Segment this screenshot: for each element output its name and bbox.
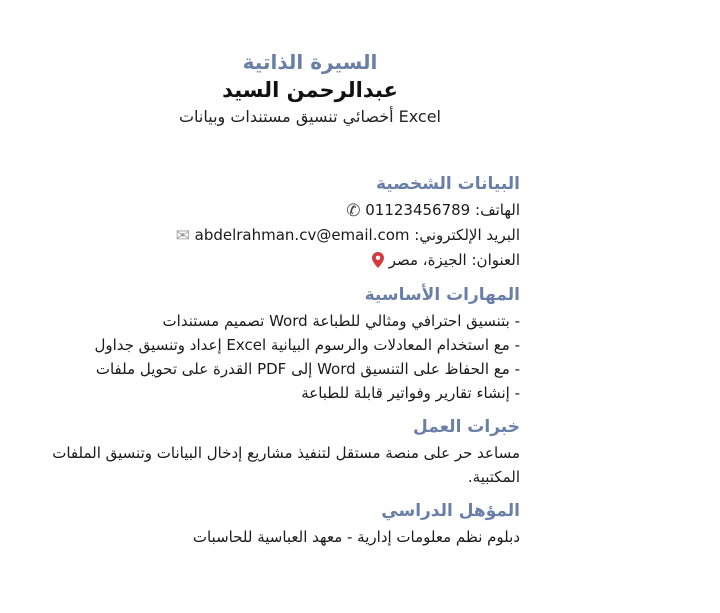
phone-value: 01123456789 — [365, 201, 471, 219]
personal-info-section — [100, 170, 520, 273]
resume-page — [52, 48, 520, 557]
location-pin-icon — [372, 249, 384, 273]
experience-text: مساعد حر على منصة مستقل لتنفيذ مشاريع إدخال البيانات وتنسيق الملفات المكتبية. — [52, 444, 520, 486]
person-name: عبدالرحمن السيد — [222, 78, 398, 102]
education-heading: المؤهل الدراسي — [381, 501, 520, 521]
address-value: الجيزة، مصر — [388, 251, 467, 269]
phone-icon: ✆ — [346, 201, 361, 221]
phone-label: الهاتف: — [475, 201, 520, 219]
envelope-icon: ✉ — [175, 226, 190, 246]
address-line — [100, 248, 520, 273]
email-value: abdelrahman.cv@email.com — [194, 226, 410, 244]
skills-heading: المهارات الأساسية — [364, 285, 520, 305]
personal-info-heading: البيانات الشخصية — [375, 174, 520, 194]
email-label: البريد الإلكتروني: — [414, 226, 520, 244]
skill-item: - بتنسيق احترافي ومثالي للطباعة Word تصميم مستندات — [162, 312, 520, 330]
skill-item: - مع الحفاظ على التنسيق Word إلى PDF القدرة على تحويل ملفات — [95, 360, 520, 378]
job-title: Excel أخصائي تنسيق مستندات وبيانات — [178, 107, 441, 126]
experience-heading: خبرات العمل — [413, 417, 520, 437]
skill-item: - إنشاء تقارير وفواتير قابلة للطباعة — [301, 384, 520, 402]
email-line — [100, 223, 520, 248]
phone-line — [100, 198, 520, 223]
document-title: السيرة الذاتية — [242, 50, 378, 74]
address-label: العنوان: — [471, 251, 520, 269]
education-section — [100, 497, 520, 549]
resume-header — [100, 48, 520, 130]
skill-item: - مع استخدام المعادلات والرسوم البيانية Excel إعداد وتنسيق جداول — [94, 336, 520, 354]
skills-section — [94, 281, 520, 405]
education-text: دبلوم نظم معلومات إدارية - معهد العباسية للحاسبات — [192, 528, 520, 546]
experience-section — [52, 413, 520, 489]
